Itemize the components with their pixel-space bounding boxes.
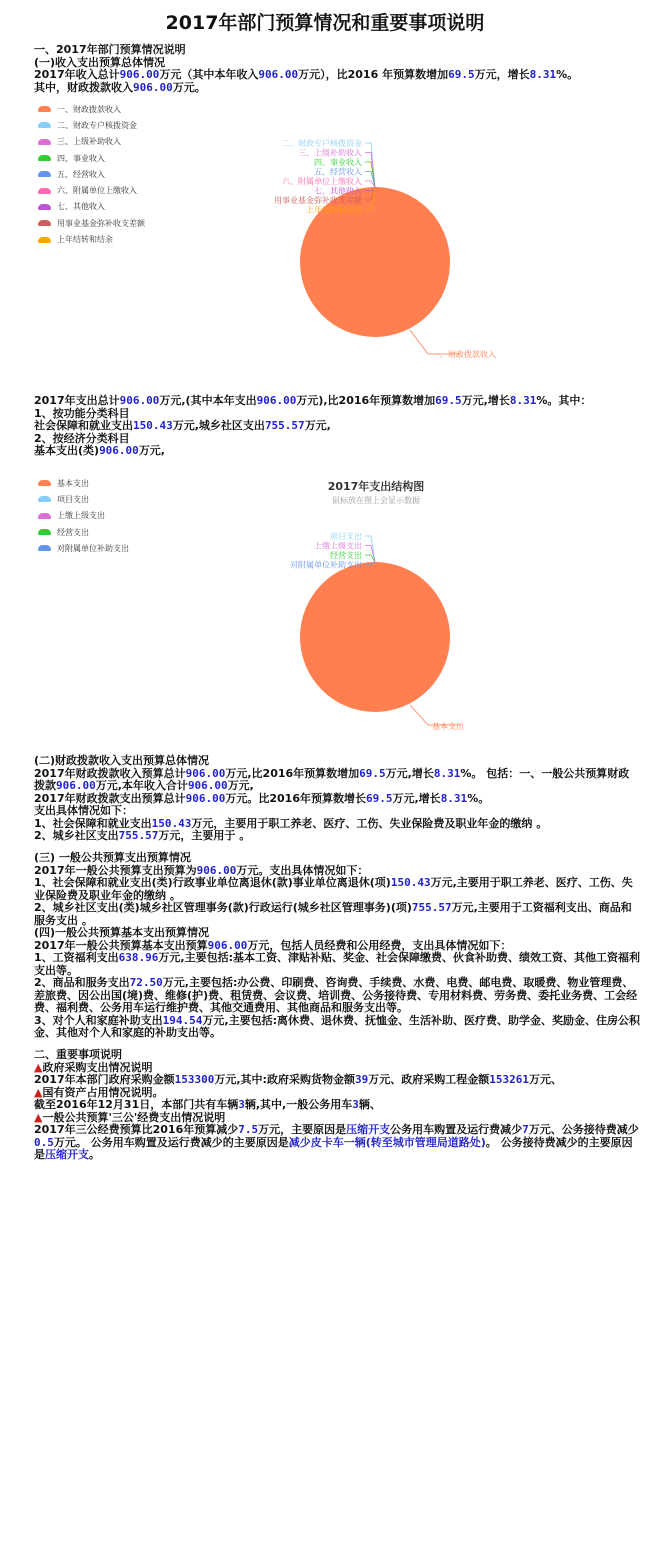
function-class-line: 社会保障和就业支出150.43万元,城乡社区支出755.57万元, <box>34 419 331 432</box>
slice-label: 经营支出 <box>330 551 362 560</box>
legend-swatch-icon <box>38 155 51 161</box>
income-legend-item[interactable] <box>38 101 145 117</box>
section-fiscal-appropriation <box>34 755 640 843</box>
legend-swatch-icon <box>38 171 51 177</box>
income-legend-item[interactable] <box>38 182 145 198</box>
legend-swatch-icon <box>38 122 51 128</box>
legend-swatch-icon <box>38 237 51 243</box>
expense-chart-title: 2017年支出结构图 <box>327 480 425 493</box>
vehicles-line: 截至2016年12月31日，本部门共有车辆3辆,其中,一般公务用车3辆、 <box>34 1098 381 1111</box>
fiscal-heading: (二)财政拨款收入支出预算总体情况 <box>34 754 210 767</box>
slice-leader-line <box>365 536 375 562</box>
income-chart-legend <box>38 101 145 248</box>
fiscal-expense-total: 2017年财政拨款支出预算总计906.00万元。比2016年预算数增长69.5万元,增长8.31%。 <box>34 791 490 805</box>
economic-class-line: 基本支出(类)906.00万元, <box>34 444 165 457</box>
basic-expense-salary: 1、工资福利支出638.96万元,主要包括:基本工资、津贴补贴、奖金、社会保障缴费、伙食补助费、绩效工资、其他工资福利支出等。 <box>34 951 640 977</box>
legend-swatch-icon <box>38 529 51 535</box>
triangle-icon: ▲ <box>34 1110 43 1124</box>
reason-link: 压缩开支 <box>346 1123 391 1136</box>
slice-label: 项目支出 <box>330 532 362 541</box>
fiscal-social-security: 1、社会保障和就业支出150.43万元，主要用于职工养老、医疗、工伤、失业保险费及职业年金的缴纳 。 <box>34 816 548 830</box>
legend-label: 用事业基金弥补收支差额 <box>57 218 145 228</box>
income-legend-item[interactable] <box>38 231 145 247</box>
slice-label: 二、财政专户核拨资金 <box>282 139 362 148</box>
expense-legend-item[interactable] <box>38 524 129 540</box>
slice-label: 对附属单位补助支出 <box>290 560 362 570</box>
heading-1: 一、2017年部门预算情况说明 <box>34 43 186 56</box>
legend-label: 五、经营收入 <box>57 169 105 179</box>
income-legend-item[interactable] <box>38 166 145 182</box>
general-budget-item-1: 1、社会保障和就业支出(类)行政事业单位离退休(款)事业单位离退休(项)150.43万元,主要用于职工养老、医疗、工伤、失业保险费及职业年金的缴纳 。 <box>34 876 633 902</box>
legend-swatch-icon <box>38 204 51 210</box>
expense-legend-item[interactable] <box>38 508 129 524</box>
slice-label: 上缴上级支出 <box>314 541 362 551</box>
assets-heading: ▲国有资产占用情况说明。 <box>34 1085 164 1099</box>
legend-label: 基本支出 <box>57 478 89 488</box>
slice-label: 一、财政拨款收入 <box>432 350 496 359</box>
slice-label: 六、附属单位上缴收入 <box>282 177 362 186</box>
expense-legend-item[interactable] <box>38 475 129 491</box>
section-important-matters <box>34 1049 640 1162</box>
slice-label: 四、事业收入 <box>314 158 362 167</box>
legend-label: 项目支出 <box>57 494 89 504</box>
income-legend-item[interactable] <box>38 215 145 231</box>
section-expense-overview <box>34 395 640 458</box>
vehicle-reason-link: 减少皮卡车一辆(转至城市管理局道路处) <box>288 1135 486 1149</box>
expense-chart-legend <box>38 475 129 556</box>
slice-label: 七、其他收入 <box>314 186 362 196</box>
legend-swatch-icon <box>38 220 51 226</box>
expense-legend-item[interactable] <box>38 540 129 556</box>
basic-expense-heading: (四)一般公共预算基本支出预算情况 <box>34 926 210 939</box>
section-general-budget <box>34 852 640 1040</box>
general-budget-total: 2017年一般公共预算支出预算为906.00万元。支出具体情况如下： <box>34 863 369 877</box>
reception-reason-link: 压缩开支 <box>45 1148 89 1161</box>
legend-label: 三、上级补助收入 <box>57 137 121 147</box>
slice-label: 三、上级补助收入 <box>298 148 362 158</box>
slice-label: 基本支出 <box>432 722 464 731</box>
legend-swatch-icon <box>38 513 51 519</box>
general-budget-heading: (三) 一般公共预算支出预算情况 <box>34 851 191 864</box>
legend-swatch-icon <box>38 545 51 551</box>
fiscal-detail-heading: 支出具体情况如下： <box>34 804 133 817</box>
legend-label: 对附属单位补助支出 <box>57 543 129 553</box>
expense-chart-subtitle: 鼠标放在图上会显示数据 <box>332 496 420 505</box>
basic-expense-subsidy: 3、对个人和家庭补助支出194.54万元,主要包括:离休费、退休费、抚恤金、生活补助、医疗费、助学金、奖励金、住房公积金、其他对个人和家庭的补助支出等。 <box>34 1013 640 1039</box>
income-pie-chart <box>200 130 530 370</box>
legend-label: 一、财政拨款收入 <box>57 104 121 114</box>
three-public-heading: ▲一般公共预算'三公'经费支出情况说明 <box>34 1110 226 1124</box>
triangle-icon: ▲ <box>34 1060 43 1074</box>
function-class-heading: 1、按功能分类科目 <box>34 406 130 420</box>
legend-label: 四、事业收入 <box>57 153 105 163</box>
income-total-line: 2017年收入总计906.00万元（其中本年收入906.00万元），比2016 年预算数增加69.5万元，增长8.31%。 <box>34 68 579 81</box>
fiscal-urban-community: 2、城乡社区支出755.57万元，主要用于 。 <box>34 829 251 842</box>
fiscal-income-total: 2017年财政拨款收入预算总计906.00万元,比2016年预算数增加69.5万元,增长8.31%。 包括：一、一般公共预算财政拨款906.00万元,本年收入合计906.00万元, <box>34 766 630 792</box>
procurement-line: 2017年本部门政府采购金额153300万元,其中:政府采购货物金额39万元、政府采购工程金额153261万元、 <box>34 1073 562 1086</box>
economic-class-heading: 2、按经济分类科目 <box>34 431 130 445</box>
slice-label: 用事业基金弥补收支差额 <box>274 196 362 205</box>
income-legend-item[interactable] <box>38 117 145 133</box>
legend-swatch-icon <box>38 139 51 145</box>
important-heading: 二、重要事项说明 <box>34 1048 122 1061</box>
pie-slice <box>300 562 450 712</box>
slice-label: 五、经营收入 <box>314 167 362 177</box>
legend-swatch-icon <box>38 480 51 486</box>
slice-label: 上年结转和结余 <box>306 205 362 215</box>
expense-pie-chart <box>200 525 530 740</box>
legend-label: 六、附属单位上缴收入 <box>57 186 137 196</box>
legend-label: 二、财政专户核拨资金 <box>57 120 137 130</box>
general-budget-item-2: 2、城乡社区支出(类)城乡社区管理事务(款)行政运行(城乡社区管理事务)(项)755.57万元,主要用于工资福利支出、商品和服务支出 。 <box>34 901 632 927</box>
page-title: 2017年部门预算情况和重要事项说明 <box>165 12 485 34</box>
income-legend-item[interactable] <box>38 134 145 150</box>
heading-income-expense: (一)收入支出预算总体情况 <box>34 55 166 69</box>
legend-label: 七、其他收入 <box>57 202 105 212</box>
income-legend-item[interactable] <box>38 150 145 166</box>
legend-swatch-icon <box>38 106 51 112</box>
procurement-heading: ▲政府采购支出情况说明 <box>34 1060 153 1074</box>
legend-swatch-icon <box>38 496 51 502</box>
income-legend-item[interactable] <box>38 199 145 215</box>
fiscal-income-line: 其中，财政拨款收入906.00万元。 <box>34 80 206 94</box>
basic-expense-goods: 2、商品和服务支出72.50万元,主要包括:办公费、印刷费、咨询费、手续费、水费、电费、邮电费、取暖费、物业管理费、差旅费、因公出国(境)费、维修(护)费、租赁费、会议费、培训费、公务接待费、专用材料费、劳务费、委托业务费、工会经费、福利费、公务用车运行维护费、其他交通费用、其他商品和服务支出等。 <box>34 976 638 1014</box>
legend-label: 上年结转和结余 <box>57 235 113 245</box>
basic-expense-total: 2017年一般公共预算基本支出预算906.00万元，包括人员经费和公用经费，支出具体情况如下： <box>34 938 512 952</box>
legend-label: 上缴上级支出 <box>57 511 105 521</box>
three-public-line: 2017年三公经费预算比2016年预算减少7.5万元，主要原因是压缩开支公务用车购置及运行费减少7万元、公务接待费减少0.5万元。 公务用车购置及运行费减少的主要原因是减少皮卡车一辆(转至城市管理局道路处)。 公务接待费减少的主要原因是压缩开支。 <box>34 1123 639 1161</box>
triangle-icon: ▲ <box>34 1085 43 1099</box>
expense-legend-item[interactable] <box>38 491 129 507</box>
expense-total-line: 2017年支出总计906.00万元,(其中本年支出906.00万元),比2016年预算数增加69.5万元,增长8.31%。其中： <box>34 394 592 407</box>
section-budget-overview <box>34 44 640 94</box>
legend-swatch-icon <box>38 188 51 194</box>
legend-label: 经营支出 <box>57 527 89 537</box>
